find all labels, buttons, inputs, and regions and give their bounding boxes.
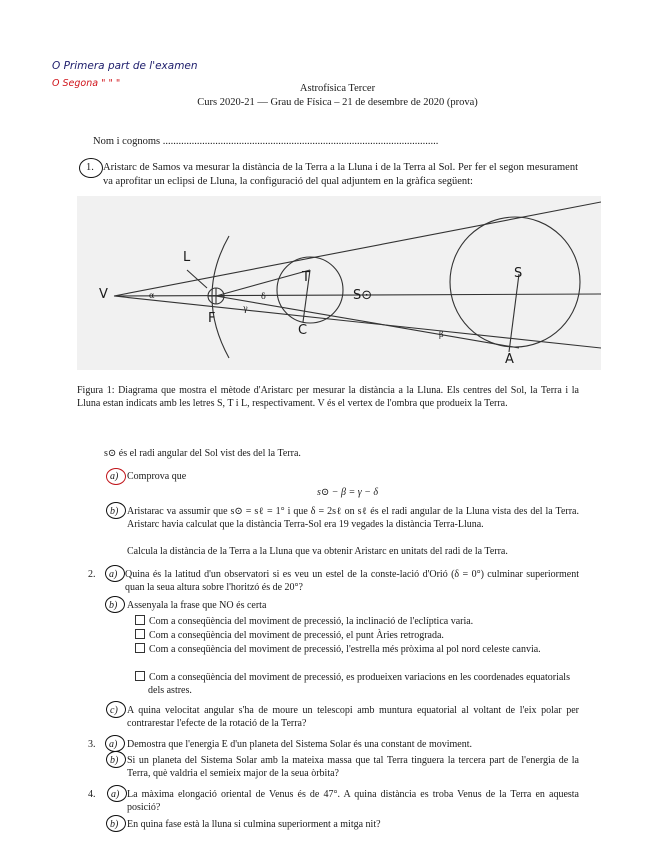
- q4-number: 4.: [88, 789, 96, 800]
- q1b-text-2: Calcula la distància de la Terra a la Lluna que va obtenir Aristarc en unitats del radi de la Terra.: [127, 546, 508, 557]
- option-checkbox[interactable]: [135, 615, 145, 625]
- q2a-text: Quina és la latitud d'un observatori si es veu un estel de la conste-lació d'Orió (δ = 0°) culminar superiorment quan la seua altura sobre l'horitzó és de 20°?: [125, 569, 579, 593]
- q2-number: 2.: [88, 569, 96, 580]
- sun-radius-note: s⊙ és el radi angular del Sol vist des del la Terra.: [104, 448, 301, 459]
- name-line: Nom i cognoms .........................................................................................................: [93, 136, 439, 147]
- q2b-option[interactable]: Com a conseqüència del moviment de precessió, l'estrella més pròxima al pol nord celeste canvia.: [135, 643, 579, 656]
- q1-text: Aristarc de Samos va mesurar la distància de la Terra a la Lluna i de la Terra al Sol. Per fer el segon mesurament va aprofitar un eclipsi de Lluna, la configuració del qual adjuntem en la gràfica següent:: [103, 162, 578, 187]
- q1-number: 1.: [86, 162, 94, 173]
- q2a-label: a): [109, 569, 118, 580]
- figure-label-V: V: [99, 287, 108, 302]
- figure-label-sun-radius: S⊙: [353, 288, 373, 303]
- q3-number: 3.: [88, 739, 96, 750]
- figure-label-S: S: [514, 266, 523, 281]
- q2c-text: A quina velocitat angular s'ha de moure un telescopi amb muntura equatorial al voltant de l'eix polar per contrarestar l'efecte de la rotació de la Terra?: [127, 705, 579, 729]
- q3b-label: b): [110, 755, 119, 766]
- q4a-text: La màxima elongació oriental de Venus és de 47°. A quina distància es troba Venus de la Terra en aquesta posició?: [127, 789, 579, 813]
- figure-label-C: C: [298, 323, 308, 338]
- q1a-text: Comprova que: [127, 471, 187, 482]
- handwritten-note-part2: O Segona " " ": [52, 78, 121, 89]
- q1b-text: Aristarac va assumir que s⊙ = sℓ = 1° i que δ = 2sℓ on sℓ és el radi angular de la Lluna vista des del la Terra. Aristarc havia calculat que la distància Terra-Sol era 19 vegades la distància Terra-Lluna.: [127, 506, 579, 530]
- aristarchus-figure: [77, 196, 601, 370]
- q2b-option[interactable]: Com a conseqüència del moviment de precessió, la inclinació de l'eclíptica varia.: [135, 615, 579, 628]
- figure-label-alpha: α: [149, 291, 155, 300]
- q3a-label: a): [109, 739, 118, 750]
- figure-label-delta: δ: [261, 292, 266, 301]
- figure-label-A: A: [505, 352, 514, 367]
- q2c-label: c): [110, 705, 118, 716]
- doc-subtitle: Curs 2020-21 — Grau de Física – 21 de desembre de 2020 (prova): [197, 97, 478, 108]
- q4b-label: b): [110, 819, 119, 830]
- doc-title: Astrofísica Tercer: [299, 83, 376, 94]
- q1a-label: a): [110, 471, 119, 482]
- figure-caption: Figura 1: Diagrama que mostra el mètode d'Aristarc per mesurar la distància a la Lluna. Els centres del Sol, la Terra i la Lluna estan indicats amb les letres S, T i L, respectivament. V és el vertex de l'ombra que produeix la Terra.: [77, 385, 579, 409]
- q4b-text: En quina fase està la lluna si culmina superiorment a mitga nit?: [127, 819, 381, 830]
- figure-label-L: L: [183, 250, 191, 265]
- q4a-label: a): [111, 789, 120, 800]
- option-checkbox[interactable]: [135, 643, 145, 653]
- option-checkbox[interactable]: [135, 629, 145, 639]
- handwritten-note-part1: O Primera part de l'examen: [52, 60, 198, 72]
- figure-label-gamma: γ: [243, 304, 248, 313]
- q2b-text: Assenyala la frase que NO és certa: [127, 600, 267, 611]
- q3b-text: Si un planeta del Sistema Solar amb la mateixa massa que tal Terra tinguera la tercera part de l'energia de la Terra, què valdria el semieix major de la seua òrbita?: [127, 755, 579, 779]
- q1b-label: b): [110, 506, 119, 517]
- figure-label-beta: β: [439, 330, 444, 339]
- figure-label-F: F: [208, 311, 216, 326]
- option-checkbox[interactable]: [135, 671, 145, 681]
- figure-label-T: T: [302, 270, 310, 285]
- figure-diagram: [77, 196, 601, 370]
- q2b-label: b): [109, 600, 118, 611]
- q3a-text: Demostra que l'energia E d'un planeta del Sistema Solar és una constant de moviment.: [127, 739, 472, 750]
- q2b-option[interactable]: Com a conseqüència del moviment de precessió, el punt Àries retrograda.: [135, 629, 579, 642]
- q1a-equation: s⊙ − β = γ − δ: [317, 487, 379, 498]
- q2b-option[interactable]: Com a conseqüència del moviment de precessió, es produeixen variacions en les coordenades equatorials dels astres.: [135, 671, 579, 697]
